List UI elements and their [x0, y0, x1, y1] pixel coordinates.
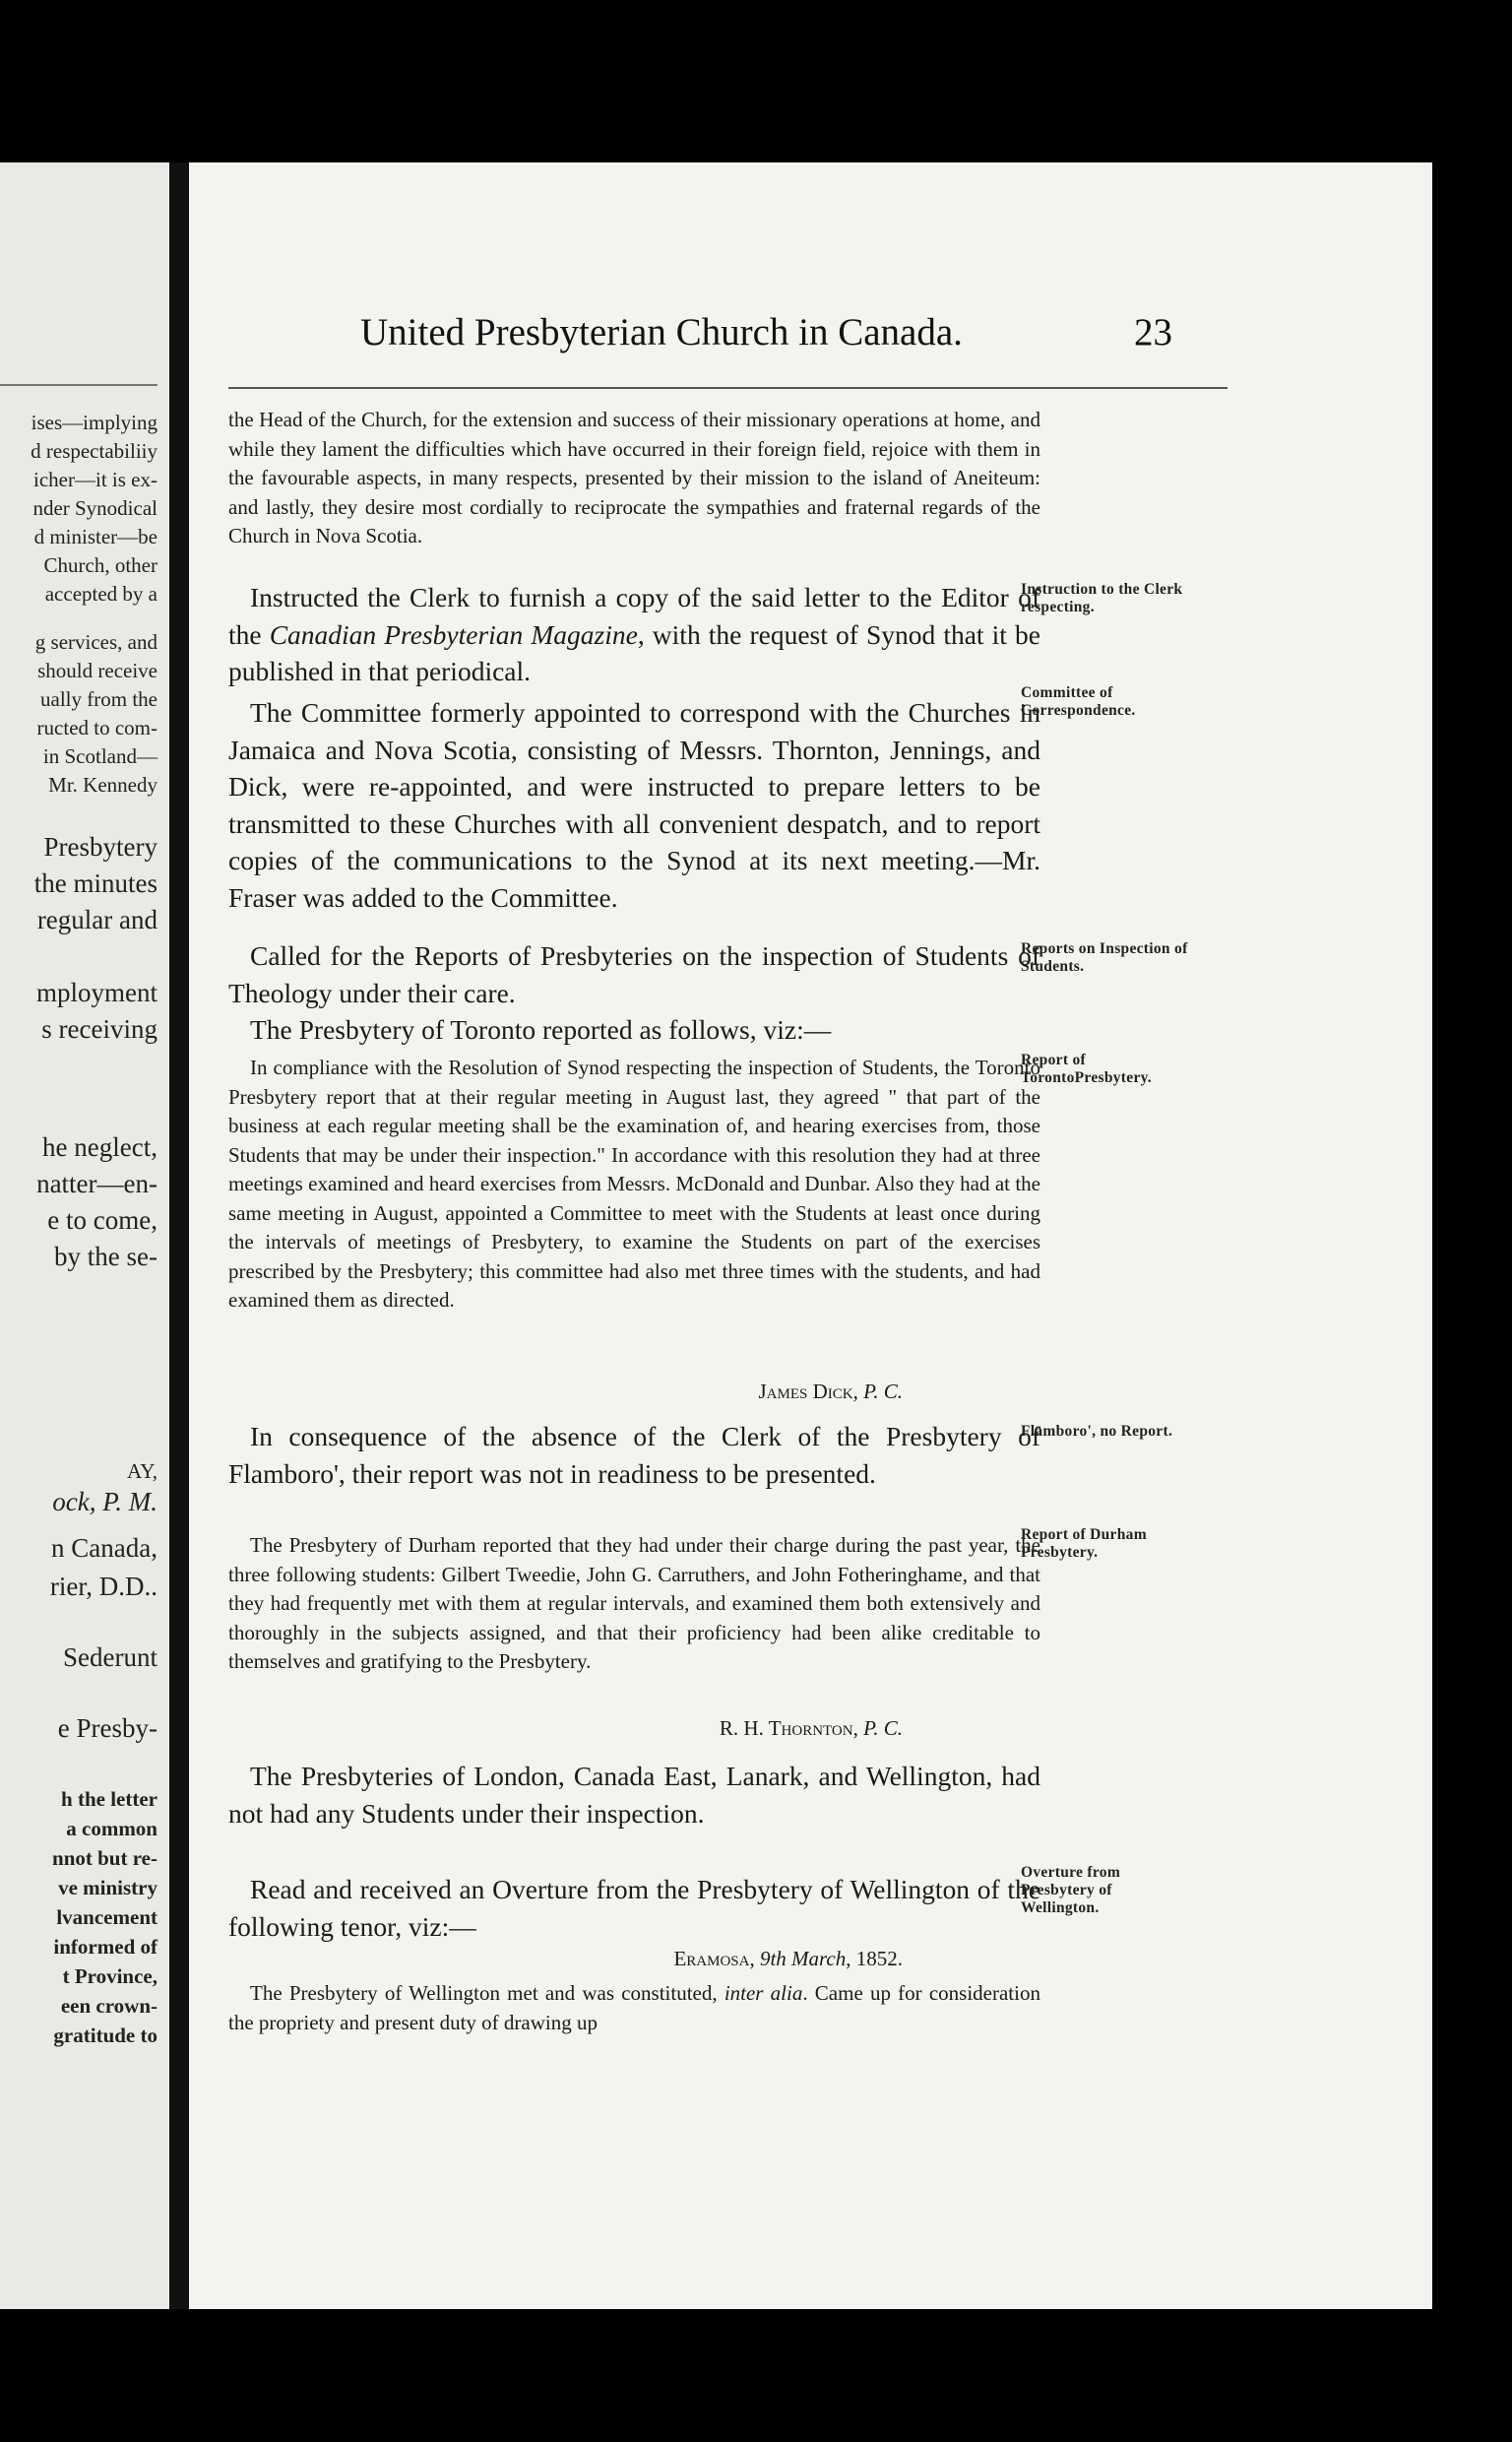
previous-page-fragment [0, 162, 169, 2309]
scan-border-right [1432, 0, 1512, 2442]
paragraph-toronto-intro: The Presbytery of Toronto reported as follows, viz:— [250, 1014, 832, 1045]
left-line: s receiving [41, 1014, 158, 1044]
left-line: ve ministry [58, 1876, 158, 1899]
signature-dick [228, 1380, 1040, 1404]
left-line: n Canada, [51, 1533, 158, 1563]
left-line: in Scotland— [42, 744, 158, 768]
dateline [228, 1947, 1040, 1971]
left-line: the minutes [33, 868, 158, 898]
scan-border-bottom [0, 2309, 1512, 2442]
margin-note-reports: Reports on Inspection of Students. [1021, 940, 1188, 975]
paragraph-flamboro: In consequence of the absence of the Clerk of the Presbytery of Flamboro', their report was not in readiness to be presented. [228, 1421, 1040, 1489]
book-gutter [169, 162, 189, 2309]
page-number: 23 [1134, 311, 1172, 353]
left-line: mployment [36, 978, 158, 1007]
left-line: d minister—be [33, 525, 158, 548]
left-line: icher—it is ex- [33, 468, 158, 491]
left-line: Church, other [43, 553, 158, 577]
margin-note-committee: Committee of Correspondence. [1021, 684, 1136, 719]
left-line: rier, D.D.. [49, 1572, 158, 1601]
left-line: Mr. Kennedy [48, 773, 158, 797]
left-line: een crown- [60, 1994, 158, 2018]
previous-page-rule [0, 384, 158, 386]
signature-text: James Dick, P. C. [758, 1380, 903, 1403]
signature-thornton [228, 1716, 1040, 1741]
paragraph-instruction [228, 579, 1040, 690]
left-line: e to come, [47, 1205, 158, 1235]
left-line: g services, and [34, 630, 158, 654]
left-line: he neglect, [42, 1132, 158, 1162]
book-page [189, 162, 1432, 2309]
wellington-text: The Presbytery of Wellington met and was constituted, inter alia. Came up for consideration the propriety and present duty of drawing up [228, 1981, 1040, 2034]
signature-text: R. H. Thornton, P. C. [719, 1716, 903, 1740]
paragraph-toronto-report: In compliance with the Resolution of Synod respecting the inspection of Students, the Toronto Presbytery report that at their regular meeting in August last, they agreed " that part of the business at each regular meeting shall be the examination of, and hearing exercises from, those Students that may be under their inspection." In accordance with this resolution they had at three meetings examined and heard exercises from Messrs. McDonald and Dunbar. Also they had at the same meeting in August, appointed a Committee to meet with the Students at least once during the intervals of meetings of Presbytery, to examine the Students on part of the exercises prescribed by the Presbytery; this committee had also met three times with the students, and had examined them as directed. [228, 1056, 1040, 1312]
paragraph-reports-called: Called for the Reports of Presbyteries on the inspection of Students of Theology under their care. [228, 940, 1040, 1008]
paragraph-wellington [228, 1979, 1040, 2037]
scan-border-top [0, 0, 1512, 162]
paragraph-continuation: the Head of the Church, for the extension and success of their missionary operations at home, and while they lament the difficulties which have occurred in their foreign field, rejoice with them in the favourable aspects, in many respects, presented by their mission to the island of Aneiteum: and lastly, they desire most cordially to reciprocate the sympathies and fraternal regards of the Church in Nova Scotia. [228, 408, 1040, 547]
margin-note-overture: Overture from Presbytery of Wellington. [1021, 1864, 1121, 1916]
left-line: lvancement [56, 1905, 158, 1929]
left-line: AY, [127, 1459, 158, 1483]
paragraph-committee: The Committee formerly appointed to correspond with the Churches in Jamaica and Nova Scotia, consisting of Messrs. Thornton, Jennings, and Dick, were re-appointed, and were instructed to prepare letters to be transmitted to these Churches with all convenient despatch, and to report copies of the communications to the Synod at its next meeting.—Mr. Fraser was added to the Committee. [228, 697, 1040, 913]
left-line: Presbytery [43, 832, 158, 862]
margin-note-flamboro: Flamboro', no Report. [1021, 1423, 1173, 1440]
left-line: by the se- [54, 1242, 158, 1271]
left-line: d respectabiliiy [31, 439, 158, 463]
left-line: nder Synodical [32, 496, 158, 520]
margin-note-instruction: Instruction to the Clerk respecting. [1021, 581, 1183, 615]
left-line: natter—en- [36, 1169, 158, 1198]
left-line: nnot but re- [52, 1846, 158, 1870]
left-line: t Province, [62, 1964, 158, 1988]
margin-note-durham: Report of Durham Presbytery. [1021, 1526, 1147, 1561]
paragraph-durham-report: The Presbytery of Durham reported that they had under their charge during the past year, the three following students: Gilbert Tweedie, John G. Carruthers, and John Fotheringhame, and that they had frequently met with them at regular intervals, and examined them both extensively and thoroughly in the subjects assigned, and that their proficiency had been alike creditable to themselves and gratifying to the Presbytery. [228, 1533, 1040, 1673]
left-line: Sederunt [63, 1642, 158, 1672]
instruction-text: Instructed the Clerk to furnish a copy of the said letter to the Editor of the Canadian Presbyterian Magazine, with the request of Synod that it be published in that periodical. [228, 582, 1040, 686]
header-rule [228, 387, 1228, 389]
left-line: ructed to com- [36, 716, 158, 739]
paragraph-no-students: The Presbyteries of London, Canada East, Lanark, and Wellington, had not had any Students under their inspection. [228, 1761, 1040, 1829]
left-line: e Presby- [57, 1713, 158, 1743]
paragraph-overture: Read and received an Overture from the Presbytery of Wellington of the following tenor, viz:— [228, 1874, 1040, 1942]
running-head: United Presbyterian Church in Canada. [360, 311, 963, 353]
left-line: informed of [53, 1935, 158, 1959]
left-line: ises—implying [31, 411, 158, 434]
left-line: regular and [36, 905, 158, 934]
left-line: h the letter [61, 1787, 158, 1811]
left-line: should receive [37, 659, 158, 682]
left-line: ually from the [40, 687, 158, 711]
margin-note-toronto: Report of TorontoPresbytery. [1021, 1052, 1152, 1086]
left-line: gratitude to [53, 2024, 158, 2047]
left-line: accepted by a [44, 582, 158, 606]
dateline-text: Eramosa, 9th March, 1852. [673, 1947, 903, 1970]
left-line: a common [66, 1817, 158, 1840]
left-line: ock, P. M. [52, 1487, 158, 1516]
